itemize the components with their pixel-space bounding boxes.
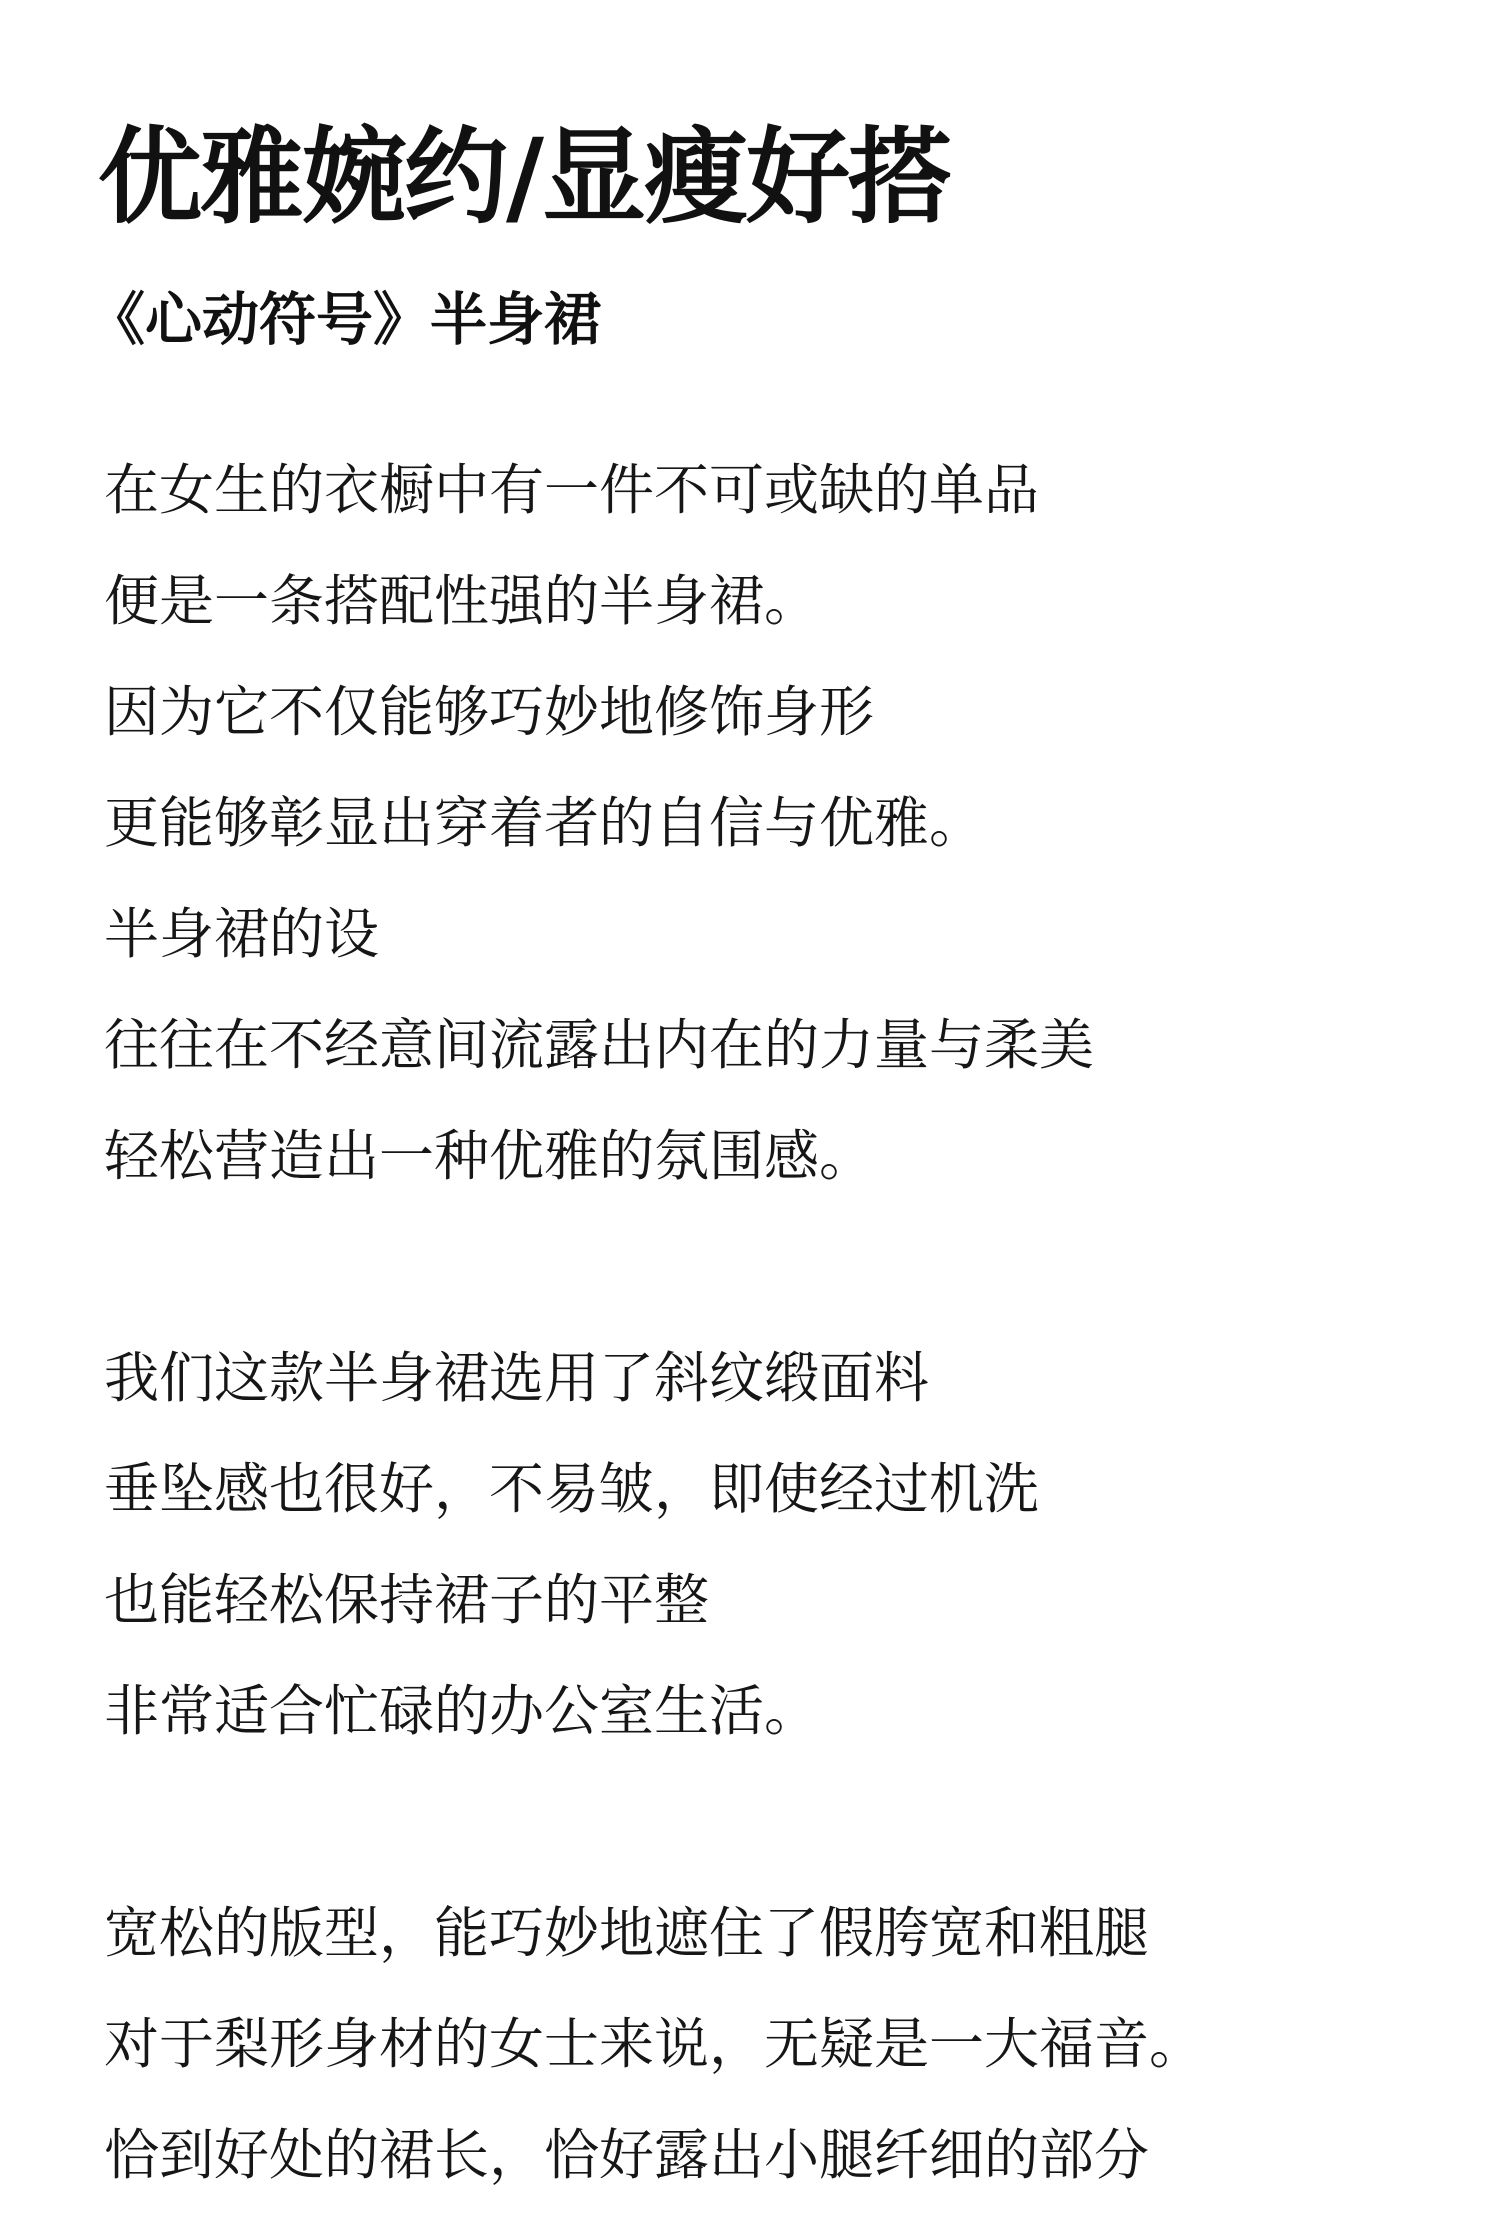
paragraph-break — [104, 1784, 1484, 1895]
text-line: 因为它不仅能够巧妙地修饰身形 — [104, 680, 875, 744]
text-line: 非常适合忙碌的办公室生活。 — [104, 1679, 820, 1743]
text-line: 轻松营造出一种优雅的氛围感。 — [104, 1124, 875, 1188]
text-line: 在女生的衣橱中有一件不可或缺的单品 — [104, 458, 1040, 522]
page-subtitle: 《心动符号》半身裙 — [88, 287, 601, 353]
text-line: 更能够彰显出穿着者的自信与优雅。 — [104, 791, 985, 855]
text-line: 也能轻松保持裙子的平整 — [104, 1568, 710, 1632]
text-line: 宽松的版型，能巧妙地遮住了假胯宽和粗腿 — [104, 1901, 1150, 1965]
paragraph-break — [104, 1229, 1484, 1340]
text-line: 恰到好处的裙长，恰好露出小腿纤细的部分 — [104, 2123, 1150, 2187]
text-line: 往往在不经意间流露出内在的力量与柔美 — [104, 1013, 1095, 1077]
text-line: 便是一条搭配性强的半身裙。 — [104, 569, 820, 633]
page-title: 优雅婉约/显瘦好搭 — [98, 116, 950, 238]
text-line: 半身裙的设 — [104, 902, 380, 966]
text-line: 我们这款半身裙选用了斜纹缎面料 — [104, 1346, 930, 1410]
text-line: 垂坠感也很好，不易皱，即使经过机洗 — [104, 1457, 1040, 1521]
body-text — [104, 452, 1484, 2228]
text-line: 对于梨形身材的女士来说，无疑是一大福音。 — [104, 2012, 1205, 2076]
